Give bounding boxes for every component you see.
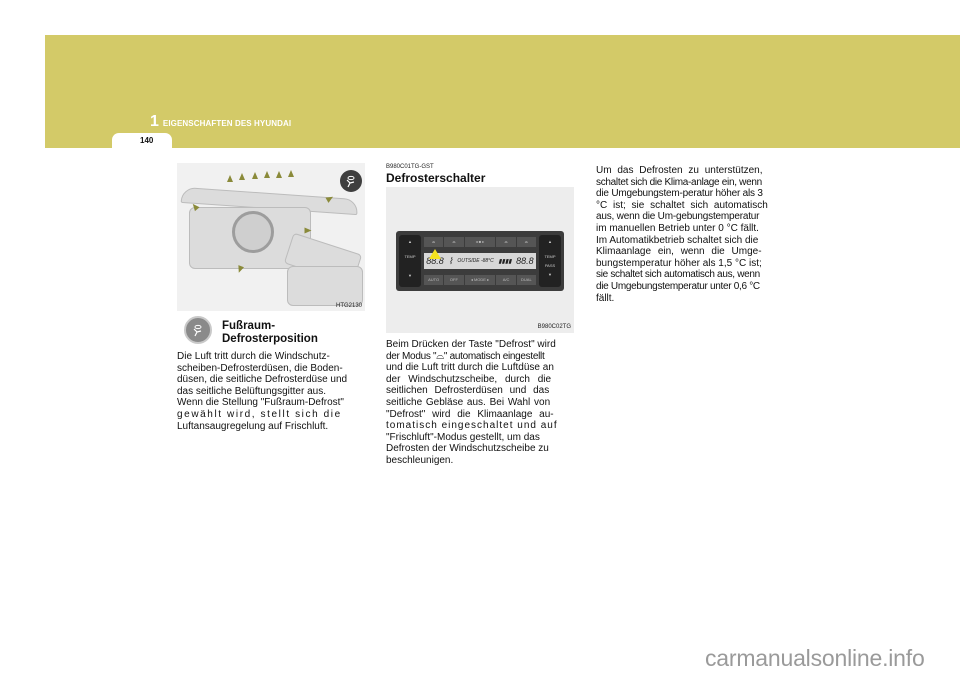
text-line: seitlichen Defrosterdüsen und das <box>386 385 550 397</box>
text-line: Beim Drücken der Taste "Defrost" wird <box>386 339 556 350</box>
pointer-arrow-icon <box>429 249 441 259</box>
airflow-arrow-icon <box>236 265 244 274</box>
floor-defrost-mode-icon <box>184 316 212 344</box>
floor-defrost-mode-icon <box>340 170 362 192</box>
text-line: tomatisch eingeschaltet und auf <box>386 420 558 432</box>
defrost-button: ⌓ <box>424 237 443 247</box>
text-line: der Modus "⌓" automatisch eingestellt <box>386 350 545 362</box>
armrest-console <box>287 266 363 306</box>
text-line: "Defrost" wird die Klimaanlage au- <box>386 408 554 420</box>
figure-label: HTG2130 <box>335 303 362 309</box>
text-line: fällt. <box>596 292 615 304</box>
text-line: und die Luft tritt durch die Luftdüse an <box>386 362 554 374</box>
figure-label: B980C02TG <box>537 324 571 330</box>
text-line: "Frischluft"-Modus gestellt, um das <box>386 431 540 443</box>
watermark: carmanualsonline.info <box>705 645 925 671</box>
text-line: Die Luft tritt durch die Windschutz- <box>177 351 330 362</box>
recirc-button: ⌓ <box>496 237 515 247</box>
text-line: Klimaanlage ein, wenn die Umge- <box>596 246 762 258</box>
mode-button: ◂ MODE ▸ <box>465 275 496 285</box>
knob-label: TEMP <box>404 254 416 259</box>
chapter-number: 1 <box>150 113 159 130</box>
airflow-arrow-icon <box>264 171 270 178</box>
auto-button: AUTO <box>424 275 443 285</box>
top-button-row <box>424 237 536 247</box>
off-button: OFF <box>444 275 463 285</box>
airflow-arrow-icon <box>252 172 258 179</box>
up-arrow-icon: ▲ <box>408 239 412 244</box>
left-paragraph <box>177 351 367 432</box>
knob-label: PASS <box>544 263 556 268</box>
right-paragraph <box>596 165 786 304</box>
text-line: °C ist; sie schaltet sich automatisch <box>596 199 768 211</box>
text-line: sie schaltet sich automatisch aus, wenn <box>596 269 760 281</box>
text-line: Luftansaugregelung auf Frischluft. <box>177 420 329 432</box>
down-arrow-icon: ▼ <box>548 272 552 277</box>
text-line: aus, wenn die Um-gebungstemperatur <box>596 211 760 223</box>
section-heading: Defrosterschalter <box>386 171 486 185</box>
text-line: düsen, die seitliche Defrosterdüse und <box>177 374 348 386</box>
steering-wheel <box>232 211 274 253</box>
text-line: beschleunigen. <box>386 454 454 466</box>
airflow-arrow-icon <box>239 173 245 180</box>
lcd-mode-icon: ⌇ <box>448 255 453 266</box>
text-line: schaltet sich die Klima-anlage ein, wenn <box>596 176 762 188</box>
text-line: im manuellen Betrieb unter 0 °C fällt. <box>596 222 759 234</box>
text-line: Um das Defrosten zu unterstützen, <box>596 165 763 176</box>
text-line: Defrosten der Windschutzscheibe zu <box>386 443 549 455</box>
lcd-temp-right: 88.8 <box>516 256 534 266</box>
airflow-arrow-icon <box>288 170 294 177</box>
temp-knob-right <box>539 235 561 287</box>
page-number: 140 <box>140 136 154 145</box>
ac-button: A/C <box>496 275 515 285</box>
text-line: das seitliche Belüftungsgitter aus. <box>177 385 326 397</box>
text-line: der Windschutzscheibe, durch die <box>386 373 552 385</box>
text-line: die Umgebungstem-peratur höher als 3 <box>596 188 763 200</box>
header-band <box>45 35 960 148</box>
lcd-outside-temp: OUTSIDE -88°C <box>457 258 494 264</box>
fresh-air-button: ⌓ <box>517 237 536 247</box>
airflow-arrow-icon <box>305 228 312 234</box>
lcd-fan-bars: ▮▮▮▮ <box>498 258 512 265</box>
temp-knob-left <box>399 235 421 287</box>
lcd-temp-left: 88.8 <box>426 256 444 266</box>
chapter-header <box>150 113 291 131</box>
rear-defrost-button: ⌓ <box>444 237 463 247</box>
knob-label: TEMP <box>544 254 556 259</box>
section-heading <box>222 320 318 346</box>
up-arrow-icon: ▲ <box>548 239 552 244</box>
airflow-arrow-icon <box>227 175 233 182</box>
dashboard-airflow-figure <box>177 163 365 311</box>
bottom-button-row <box>424 275 536 285</box>
text-line: Im Automatikbetrieb schaltet sich die <box>596 234 759 246</box>
chapter-title: EIGENSCHAFTEN DES HYUNDAI <box>162 119 292 128</box>
down-arrow-icon: ▼ <box>408 273 412 278</box>
text-line: gewählt wird, stellt sich die <box>177 408 342 420</box>
section-code: B980C01TG-GST <box>386 164 434 170</box>
text-line: seitliche Gebläse aus. Bei Wahl von <box>386 396 551 408</box>
heading-line: Fußraum- <box>222 320 276 332</box>
text-line: die Umgebungstemperatur unter 0,6 °C <box>596 280 760 292</box>
text-line: scheiben-Defrosterdüsen, die Boden- <box>177 362 343 374</box>
page-number-tab <box>112 133 172 148</box>
climate-control-panel-figure <box>386 187 574 333</box>
fan-speed-button: ◂ ■ ▸ <box>465 237 496 247</box>
heading-line: Defrosterposition <box>222 333 318 345</box>
airflow-arrow-icon <box>276 171 282 178</box>
dual-button: DUAL <box>517 275 536 285</box>
middle-paragraph <box>386 339 575 467</box>
climate-panel <box>396 231 564 291</box>
text-line: Wenn die Stellung "Fußraum-Defrost" <box>177 397 344 409</box>
text-line: bungstemperatur höher als 1,5 °C ist; <box>596 257 762 269</box>
